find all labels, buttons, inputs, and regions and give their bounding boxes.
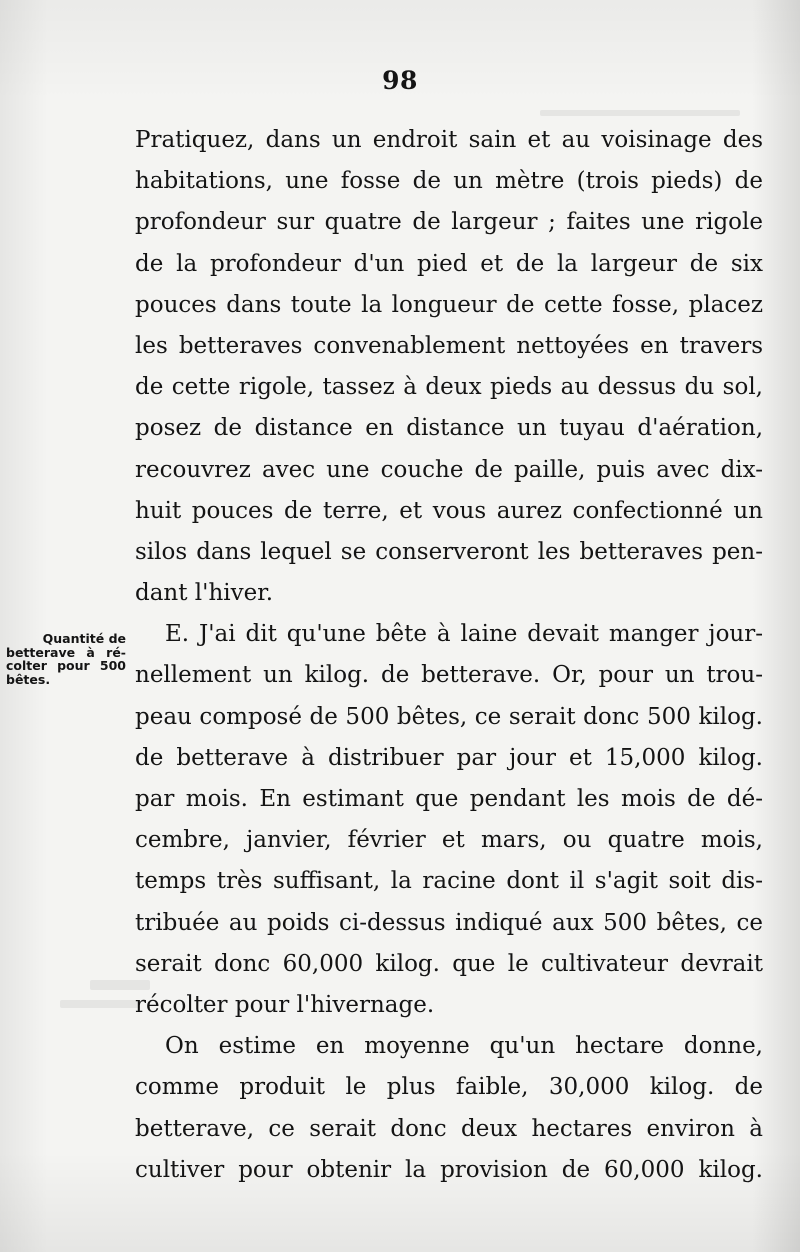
- text-line: dant l'hiver.: [135, 580, 274, 607]
- text-line: On estime en moyenne qu'un hectare donne,: [165, 1033, 763, 1060]
- text-line: peau composé de 500 bêtes, ce serait donc 500 kilog.: [135, 703, 763, 730]
- text-line: posez de distance en distance un tuyau d'aération,: [135, 415, 763, 442]
- page-number: 98: [382, 66, 418, 95]
- text-line: nellement un kilog. de betterave. Or, pour un trou-: [135, 662, 763, 689]
- text-line: betterave, ce serait donc deux hectares environ à: [135, 1115, 763, 1142]
- text-line: les betteraves convenablement nettoyées en travers: [135, 332, 763, 359]
- bleed-through-mark: [60, 1000, 140, 1008]
- text-line: pouces dans toute la longueur de cette fosse, placez: [135, 291, 763, 318]
- margin-note-line: betterave à ré-: [6, 645, 126, 659]
- margin-note-line: Quantité de: [42, 632, 126, 646]
- body-text: [135, 120, 763, 1191]
- text-line: de betterave à distribuer par jour et 15,000 kilog.: [135, 744, 763, 771]
- bleed-through-mark: [540, 110, 740, 116]
- text-line: de la profondeur d'un pied et de la largeur de six: [135, 250, 763, 277]
- text-line: comme produit le plus faible, 30,000 kilog. de: [135, 1074, 763, 1101]
- text-line: recouvrez avec une couche de paille, puis avec dix-: [135, 456, 763, 483]
- text-line: habitations, une fosse de un mètre (trois pieds) de: [135, 168, 763, 195]
- text-line: E. J'ai dit qu'une bête à laine devait manger jour-: [165, 621, 763, 648]
- margin-note-line: colter pour 500: [6, 659, 126, 673]
- margin-note: [6, 632, 126, 686]
- text-line: récolter pour l'hivernage.: [135, 991, 435, 1018]
- text-line: profondeur sur quatre de largeur ; faites une rigole: [135, 209, 763, 236]
- margin-note-line: bêtes.: [6, 672, 51, 686]
- text-line: tribuée au poids ci-dessus indiqué aux 500 bêtes, ce: [135, 909, 763, 936]
- text-line: serait donc 60,000 kilog. que le cultivateur devrait: [135, 950, 763, 977]
- text-line: cembre, janvier, février et mars, ou quatre mois,: [135, 827, 763, 854]
- text-line: par mois. En estimant que pendant les mois de dé-: [135, 786, 763, 812]
- text-line: de cette rigole, tassez à deux pieds au dessus du sol,: [135, 374, 763, 401]
- text-line: Pratiquez, dans un endroit sain et au voisinage des: [135, 127, 763, 153]
- text-line: temps très suffisant, la racine dont il s'agit soit dis-: [135, 868, 763, 895]
- text-line: huit pouces de terre, et vous aurez confectionné un: [135, 497, 763, 524]
- text-line: cultiver pour obtenir la provision de 60,000 kilog.: [135, 1156, 763, 1183]
- text-line: silos dans lequel se conserveront les betteraves pen-: [135, 538, 763, 565]
